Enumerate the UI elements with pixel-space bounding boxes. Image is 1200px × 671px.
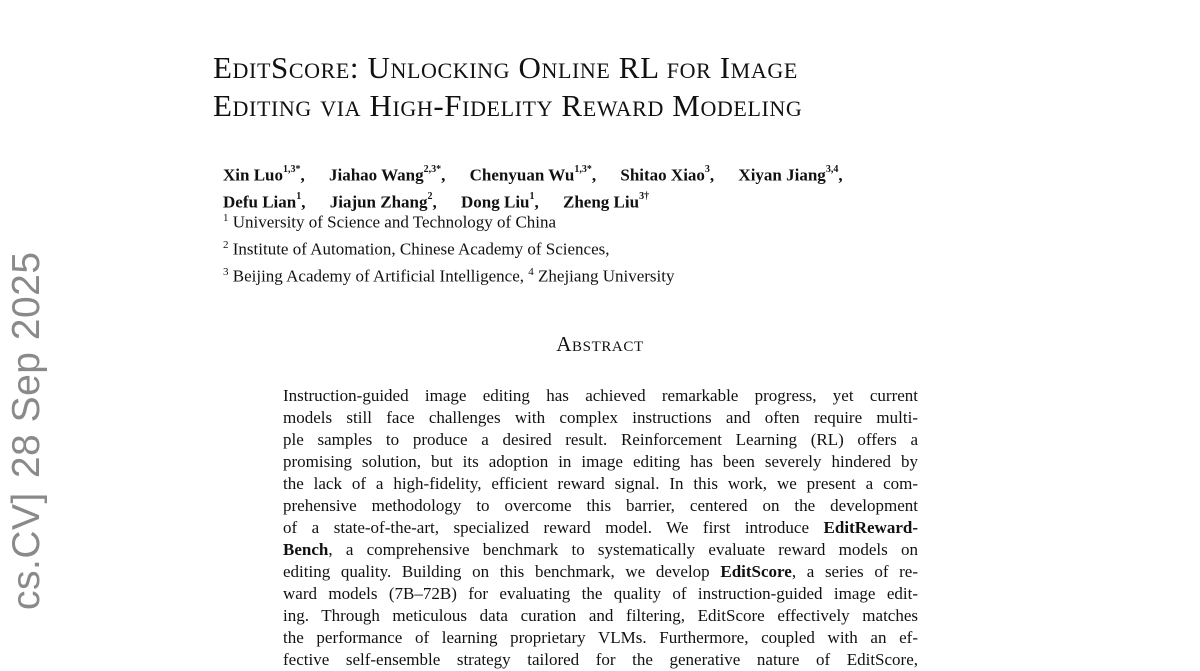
- author: Xiyan Jiang$^{3,4}$,: [738, 164, 843, 185]
- abstract-line: the lack of a high-fidelity, efficient reward signal. In this work, we present a com-: [283, 474, 918, 493]
- abstract-body: [283, 385, 918, 671]
- abstract-line: ward models (7B–72B) for evaluating the quality of instruction-guided image edit-: [283, 584, 918, 603]
- affiliation: $^2$ Institute of Automation, Chinese Academy of Sciences,: [223, 239, 610, 259]
- title-line: Editing via High-Fidelity Reward Modeling: [213, 88, 803, 123]
- abstract-line: fective self-ensemble strategy tailored for the generative nature of EditScore,: [283, 650, 918, 669]
- author: Jiahao Wang$^{2,3*}$,: [329, 164, 446, 185]
- abstract-line: editing quality. Building on this benchmark, we develop EditScore, a series of re-: [283, 562, 919, 581]
- abstract-line: prehensive methodology to overcome this barrier, centered on the development: [283, 496, 918, 515]
- abstract-line: promising solution, but its adoption in image editing has been severely hindered by: [283, 452, 918, 471]
- abstract-line: the performance of learning proprietary VLMs. Furthermore, coupled with an ef-: [283, 628, 918, 647]
- abstract-line: models still face challenges with complex instructions and often require multi-: [283, 408, 918, 427]
- abstract-line: Instruction-guided image editing has achieved remarkable progress, yet current: [283, 386, 918, 405]
- abstract-line: of a state-of-the-art, specialized reward model. We first introduce EditReward-: [283, 518, 918, 537]
- abstract-line: Bench, a comprehensive benchmark to systematically evaluate reward models on: [283, 540, 918, 559]
- author: Chenyuan $Wu^{1,3*}$,: [469, 164, 597, 185]
- author: Zheng Liu$^{3\dagger}$: [563, 190, 650, 212]
- abstract-line: ple samples to produce a desired result. Reinforcement Learning (RL) offers a: [283, 430, 918, 449]
- arxiv-side-stamp: [5, 251, 49, 610]
- author: Shitao Xiao$^3$,: [620, 164, 715, 185]
- title-line: EditScore: Unlocking Online RL for Image: [213, 50, 798, 85]
- author-list: [223, 160, 1003, 213]
- affiliation-list: [223, 207, 674, 288]
- affiliation: $^3$ Beijing Academy of Artificial Intelligence, $^4$ Zhejiang University: [223, 266, 675, 286]
- affiliation: $^1$ University of Science and Technology of China: [223, 212, 557, 232]
- paper-title: [213, 49, 1033, 125]
- author: Xin Luo$^{1,3*}$,: [223, 164, 305, 185]
- arxiv-category: cs.CV]: [5, 492, 48, 610]
- abstract-line: ing. Through meticulous data curation and filtering, EditScore effectively matches: [283, 606, 918, 625]
- arxiv-date: 28 Sep 2025: [5, 251, 48, 479]
- author: Defu Lian$^1$,: [223, 190, 306, 212]
- abstract-heading: Abstract: [556, 332, 644, 356]
- author: Jiajun Zhang$^2$,: [329, 190, 437, 212]
- author: Dong Liu$^1$,: [461, 190, 539, 212]
- author-line-1: [223, 160, 1003, 187]
